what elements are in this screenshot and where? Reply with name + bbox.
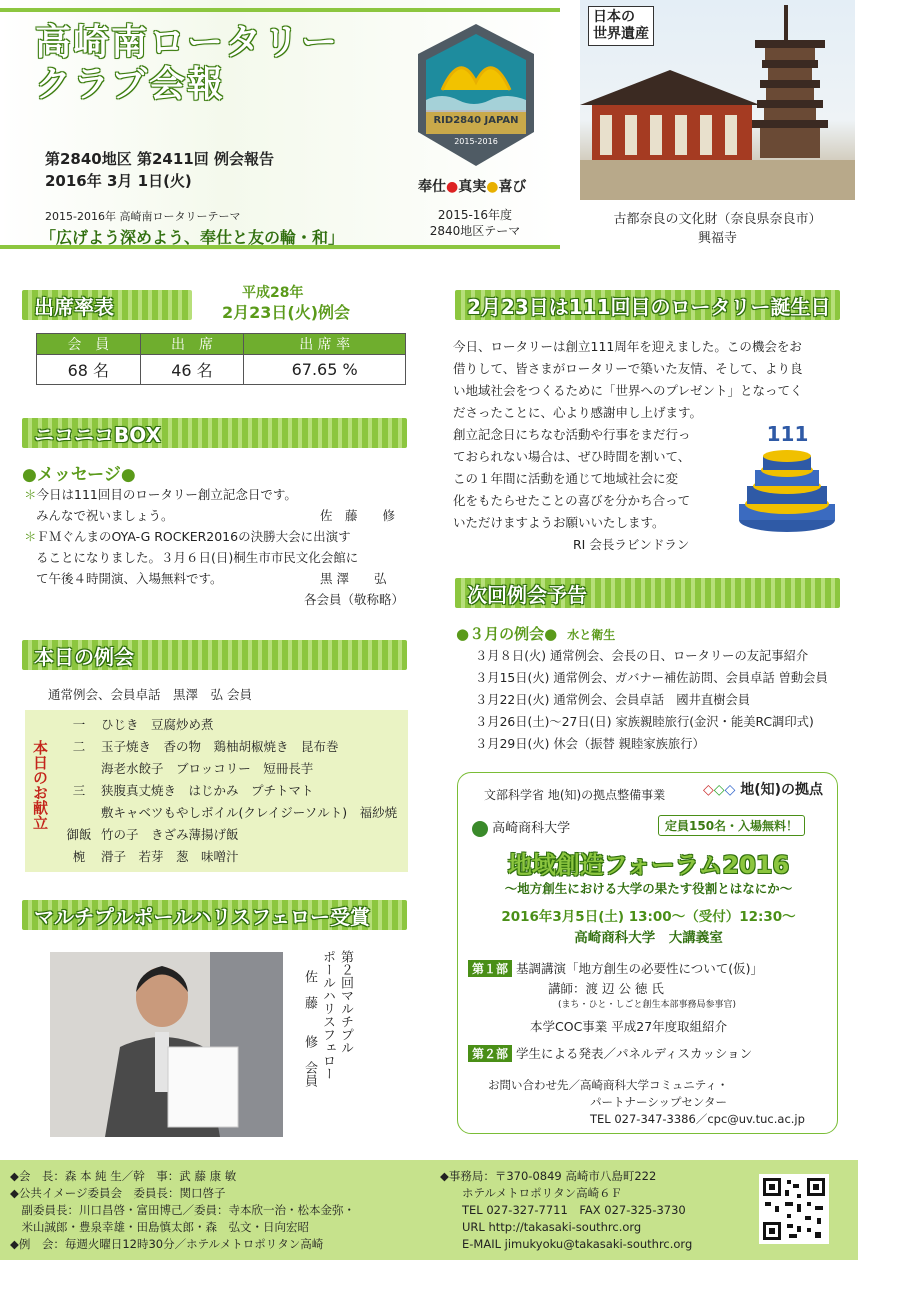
emblem-motto: 奉仕●真実●喜び xyxy=(418,179,527,195)
schedule-list: ３月８日(火) 通常例会、会長の日、ロータリーの友記事紹介 ３月15日(火) 通常例会、ガバナー補佐訪問、会員卓話 曽動会員 ３月22日(火) 通常例会、会員卓話 國井直樹会員 ３月26日(土)～27日(日) 家族親睦旅行(金沢・能美RC調印式) ３月29日(火) 休会（振替 親睦家族旅行） xyxy=(475,649,828,751)
forum-date: 2016年3月5日(土) 13:00～（受付）12:30～ xyxy=(501,909,796,925)
emblem-caption: 2015-16年度 2840地区テーマ xyxy=(429,208,521,238)
district-emblem: RID2840 JAPAN 2015-2016 xyxy=(412,20,540,170)
free-admission-badge: 定員150名・入場無料！ xyxy=(658,815,805,836)
attendance-date: 平成28年 2月23日(火)例会 xyxy=(222,285,351,322)
club-theme: 「広げよう深めよう、奉仕と友の輪・和」 xyxy=(40,228,345,247)
attendance-members: 68 名 xyxy=(37,355,141,385)
attendance-rate: 67.65 % xyxy=(244,355,406,385)
newsletter-title: 高崎南ロータリー クラブ会報 xyxy=(35,22,340,105)
member-photo xyxy=(50,952,283,1137)
footer xyxy=(0,1160,858,1260)
meeting-info: 第2840地区 第2411回 例会報告 2016年 3月 1日(火) xyxy=(45,150,274,190)
phf-caption: 第２回マルチプル ポールハリスフェロー 佐 藤 修 会員 xyxy=(302,950,353,1087)
attendance-table: 会 員 出 席 出 席 率 68 名 46 名 67.65 % xyxy=(36,333,406,385)
forum-part1: 第１部 基調講演「地方創生の必要性について(仮)」 xyxy=(468,959,763,977)
attendance-present: 46 名 xyxy=(140,355,244,385)
photo-caption: 古都奈良の文化財（奈良県奈良市） 興福寺 xyxy=(613,212,822,246)
forum-flyer: 文部科学省 地(知)の拠点整備事業 ◇◇◇ 地(知)の拠点 高崎商科大学 定員150名・入場無料！ 地域創造フォーラム2016 ～地方創生における大学の果たす役割とはなにか～ 2016年3月5日(土) 13:00～（受付）12:30～ 高崎商科大学 大講義室 第１部 基調講演「地方創生の必要性について(仮)」 講師：渡 辺 公 徳 氏 (まち・ひと・しごと創生本部事務局参事官) 本学COC事業 平成27年度取組紹介 第２部 学生による発表／パネルディスカッション お問い合わせ先／高崎商科大学コミュニティ・ パートナーシップセンター TEL 027-347-3386／cpc@uv.tuc.ac.jp xyxy=(457,772,838,1134)
phf-heading: マルチプルポールハリスフェロー受賞 xyxy=(22,900,407,930)
nikoniko-heading: ニコニコBOX xyxy=(22,418,407,448)
menu-box xyxy=(25,710,408,872)
birthday-text: 今日、ロータリーは創立111周年を迎えました。この機会をお 借りして、皆さまがロータリーで築いた友情、そして、より良 い地域社会をつくるために「世界へのプレゼント」となってく ださったことに、心より感謝申し上げます。 創立記念日にちなむ活動や行事をまだ行っ ておられない場合は、ぜひ時間を割いて、 この１年間に活動を通じて地域社会に変 化をもたらせたことの喜びを分かち合って いただけますようお願いいたします。 RI 会長ラビンドラン xyxy=(453,339,803,552)
chi-no-kyoten-logo: ◇◇◇ 地(知)の拠点 xyxy=(703,782,824,798)
nikoniko-messages: ＊今日は111回目のロータリー創立記念日です。 みんなで祝いましょう。 佐 藤 修 ＊ＦＭぐんまのOYA-G ROCKER2016の決勝大会に出演す ることになりました。３月６日(日)桐生市市民文化会館に て午後４時開演、入場無料です。 黒 澤 弘 各会員（敬称略） xyxy=(24,487,405,607)
attendance-heading: 出席率表 xyxy=(22,290,192,320)
footer-right: ◆事務局：〒370-0849 高崎市八島町222 ホテルメトロポリタン高崎６Ｆ TEL 027-327-7711 FAX 027-325-3730 URL http://takasaki-southrc.org E-MAIL jimukyoku@takasaki-southrc.org xyxy=(440,1169,693,1251)
message-subheading: ●メッセージ● xyxy=(22,465,136,485)
world-heritage-badge: 日本の 世界遺産 xyxy=(588,6,654,46)
today-program: 通常例会、会員卓話 黒澤 弘 会員 xyxy=(48,687,252,702)
menu-list: 一 ひじき 豆腐炒め煮 二 玉子焼き 香の物 鶏柚胡椒焼き 昆布巻 海老水餃子 ブロッコリー 短冊長芋 三 狭腹真丈焼き はじかみ プチトマト 敷キャベツもやしボイル(クレイジーソルト) 福紗焼 御飯 竹の子 きざみ薄揚げ飯 椀 滑子 若芽 葱 味噌汁 xyxy=(66,717,398,864)
qr-code[interactable] xyxy=(759,1174,829,1244)
forum-title: 地域創造フォーラム2016 xyxy=(507,851,790,879)
birthday-cake: 111 xyxy=(735,420,840,535)
header-stripe xyxy=(0,8,560,12)
footer-left: ◆会 長：森 本 純 生／幹 事：武 藤 康 敏 ◆公共イメージ委員会 委員長：関口啓子 副委員長：川口昌啓・富田博己／委員：寺本欣一治・松本金弥・ 米山誠郎・豊泉幸雄・田島慎太郎・森 弘文・日向宏昭 ◆例 会：毎週火曜日12時30分／ホテルメトロポリタン高崎 xyxy=(10,1169,355,1251)
next-heading: 次回例会予告 xyxy=(455,578,840,608)
menu-label: 本日のお献立 xyxy=(31,740,49,830)
forum-subtitle: ～地方創生における大学の果たす役割とはなにか～ xyxy=(504,881,793,896)
forum-venue: 高崎商科大学 大講義室 xyxy=(574,930,723,946)
university-name: 高崎商科大学 xyxy=(472,817,570,837)
today-heading: 本日の例会 xyxy=(22,640,407,670)
march-subheading: ●３月の例会● 水と衛生 xyxy=(456,625,616,643)
birthday-heading: 2月23日は111回目のロータリー誕生日 xyxy=(455,290,840,320)
forum-contact: お問い合わせ先／高崎商科大学コミュニティ・ パートナーシップセンター TEL 027-347-3386／cpc@uv.tuc.ac.jp xyxy=(488,1078,805,1126)
forum-part2: 第２部 学生による発表／パネルディスカッション xyxy=(468,1044,752,1062)
theme-label: 2015-2016年 高崎南ロータリーテーマ xyxy=(45,210,241,223)
